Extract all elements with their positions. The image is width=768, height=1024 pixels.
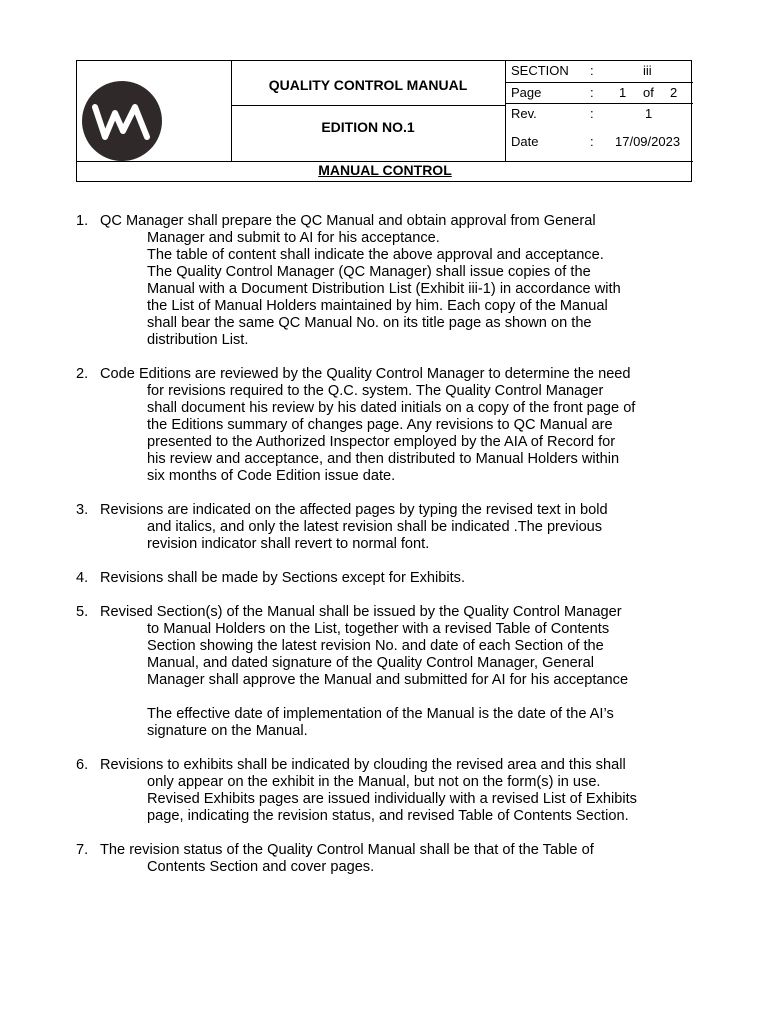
list-item <box>76 213 676 349</box>
section-label: SECTION <box>511 63 569 78</box>
item-first-line: QC Manager shall prepare the QC Manual and obtain approval from General <box>100 213 596 229</box>
item-text-line: six months of Code Edition issue date. <box>147 468 396 484</box>
manual-control-title: MANUAL CONTROL <box>318 162 452 178</box>
item-text-line: shall document his review by his dated initials on a copy of the front page of <box>147 400 636 416</box>
item-number: 2. <box>76 366 89 382</box>
page-colon: : <box>590 85 594 100</box>
company-logo <box>77 61 232 161</box>
item-text-line: Revised Exhibits pages are issued individually with a revised List of Exhibits <box>147 791 637 807</box>
item-first-line: Code Editions are reviewed by the Quality Control Manager to determine the need <box>100 366 631 382</box>
item-text-line: presented to the Authorized Inspector employed by the AIA of Record for <box>147 434 616 450</box>
item-number: 3. <box>76 502 89 518</box>
item-number: 6. <box>76 757 89 773</box>
section-colon: : <box>590 63 594 78</box>
item-text-line: shall bear the same QC Manual No. on its title page as shown on the <box>147 315 592 331</box>
page-total: 2 <box>670 85 678 100</box>
item-text-line: to Manual Holders on the List, together with a revised Table of Contents <box>147 621 610 637</box>
item-number: 5. <box>76 604 89 620</box>
item-text-line: Manual, and dated signature of the Quality Control Manager, General <box>147 655 595 671</box>
item-text-line: The table of content shall indicate the above approval and acceptance. <box>147 247 604 263</box>
document-header <box>76 60 692 182</box>
item-text-line: Section showing the latest revision No. and date of each Section of the <box>147 638 604 654</box>
page-value: 1 <box>619 85 627 100</box>
item-number: 4. <box>76 570 89 586</box>
item-text-line: page, indicating the revision status, and revised Table of Contents Section. <box>147 808 629 824</box>
list-item <box>76 604 676 740</box>
item-text-line: Contents Section and cover pages. <box>147 859 375 875</box>
item-first-line: Revisions are indicated on the affected pages by typing the revised text in bold <box>100 502 608 518</box>
item-first-line: The revision status of the Quality Control Manual shall be that of the Table of <box>100 842 594 858</box>
date-label: Date <box>511 134 539 149</box>
item-text-line: The Quality Control Manager (QC Manager) shall issue copies of the <box>147 264 591 280</box>
item-text-line: Manager shall approve the Manual and submitted for AI for his acceptance <box>147 672 629 688</box>
item-text-line: and italics, and only the latest revision shall be indicated .The previous <box>147 519 603 535</box>
item-first-line: Revised Section(s) of the Manual shall be issued by the Quality Control Manager <box>100 604 622 620</box>
item-paragraph-line: The effective date of implementation of the Manual is the date of the AI’s <box>147 706 614 722</box>
manual-control-list <box>76 213 676 893</box>
list-item <box>76 502 676 553</box>
item-number: 1. <box>76 213 89 229</box>
item-text-line: for revisions required to the Q.C. system. The Quality Control Manager <box>147 383 604 399</box>
list-item <box>76 366 676 485</box>
list-item <box>76 570 676 587</box>
list-item <box>76 757 676 825</box>
item-first-line: Revisions to exhibits shall be indicated by clouding the revised area and this shall <box>100 757 626 773</box>
manual-title: QUALITY CONTROL MANUAL <box>268 77 468 93</box>
item-text-line: the List of Manual Holders maintained by him. Each copy of the Manual <box>147 298 608 314</box>
item-first-line: Revisions shall be made by Sections except for Exhibits. <box>100 570 466 586</box>
item-text-line: Manual with a Document Distribution List (Exhibit iii-1) in accordance with <box>147 281 621 297</box>
item-text-line: only appear on the exhibit in the Manual, but not on the form(s) in use. <box>147 774 601 790</box>
wa-logo-icon <box>77 79 232 169</box>
item-text-line: his review and acceptance, and then distributed to Manual Holders within <box>147 451 620 467</box>
item-paragraph-line: signature on the Manual. <box>147 723 308 739</box>
item-text-line: revision indicator shall revert to normal font. <box>147 536 430 552</box>
revision-label: Rev. <box>511 106 537 121</box>
page-label: Page <box>511 85 542 100</box>
item-text-line: the Editions summary of changes page. Any revisions to QC Manual are <box>147 417 613 433</box>
section-value: iii <box>643 63 652 78</box>
page-of-label: of <box>643 85 654 100</box>
revision-colon: : <box>590 106 594 121</box>
date-colon: : <box>590 134 594 149</box>
revision-value: 1 <box>645 106 653 121</box>
list-item <box>76 842 676 876</box>
item-text-line: Manager and submit to AI for his acceptance. <box>147 230 440 246</box>
item-text-line: distribution List. <box>147 332 249 348</box>
edition-label: EDITION NO.1 <box>321 119 415 135</box>
item-number: 7. <box>76 842 89 858</box>
date-value: 17/09/2023 <box>615 134 681 149</box>
